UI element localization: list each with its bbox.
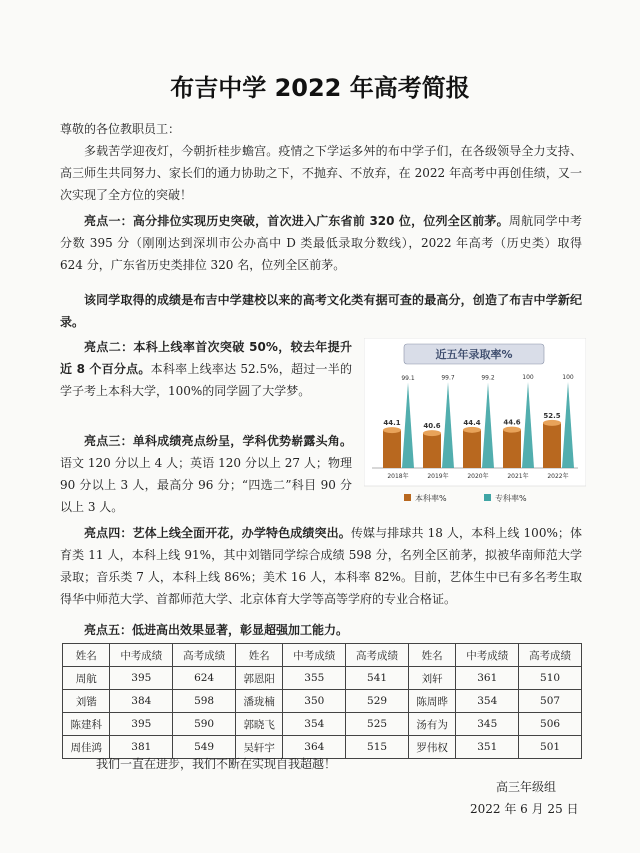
college-rate-label: 99.7: [441, 374, 455, 382]
zhongkao-score-cell: 351: [456, 736, 519, 759]
gaokao-score-cell: 515: [346, 736, 409, 759]
zhongkao-score-cell: 354: [456, 690, 519, 713]
student-name-cell: 罗伟权: [408, 736, 455, 759]
undergrad-rate-label: 44.6: [503, 418, 521, 427]
zhongkao-score-cell: 395: [110, 667, 173, 690]
highlight-5-title: 亮点五：低进高出效果显著，彰显超强加工能力。: [84, 623, 349, 637]
page-title: 布吉中学 2022 年高考简报: [170, 74, 470, 102]
table-header-cell: 高考成绩: [519, 644, 582, 667]
gaokao-score-cell: 510: [519, 667, 582, 690]
highlight-2-body: 本科率上线率达 52.5%，超过一半的学子考上本科大学，100%的同学圆了大学梦。: [60, 362, 352, 398]
undergrad-rate-bar: [543, 423, 561, 468]
table-header-cell: 中考成绩: [110, 644, 173, 667]
undergrad-rate-bar: [423, 433, 441, 468]
gaokao-score-cell: 549: [173, 736, 236, 759]
zhongkao-score-cell: 355: [283, 667, 346, 690]
signature: 高三年级组: [496, 780, 557, 794]
zhongkao-score-cell: 381: [110, 736, 173, 759]
student-name-cell: 陈周晔: [408, 690, 455, 713]
undergrad-rate-bar: [383, 430, 401, 468]
table-header-cell: 姓名: [63, 644, 110, 667]
highlight-4-body: 传媒与排球共 18 人，本科上线 100%；体育类 11 人，本科上线 91%，其中刘锴同学综合成绩 598 分，名列全区前茅，拟被华南师范大学录取；音乐类 7 人，本科上线 86%；美术 16 人，本科率 82%。目前，艺体生中已有多名考生取得华中师范大学、首都师范大学、北京体育大学等高等学府的专业合格证。: [60, 526, 582, 606]
highlight-4-title: 亮点四：艺体上线全面开花，办学特色成绩突出。: [84, 526, 351, 540]
undergrad-rate-label: 40.6: [423, 422, 441, 431]
highlight-1-body: 周航同学中考分数 395 分（刚刚达到深圳市公办高中 D 类最低录取分数线），2022 年高考（历史类）取得 624 分，广东省历史类排位 320 名，位列全区前茅。: [60, 214, 582, 272]
student-name-cell: 刘轩: [408, 667, 455, 690]
gaokao-score-cell: 590: [173, 713, 236, 736]
x-tick-label: 2021年: [507, 473, 529, 480]
gaokao-score-cell: 501: [519, 736, 582, 759]
undergrad-bar-top: [423, 430, 441, 436]
greeting: 尊敬的各位教职员工：: [60, 122, 181, 136]
undergrad-rate-bar: [463, 430, 481, 468]
table-row: [63, 667, 582, 690]
table-header-row: [63, 644, 582, 667]
zhongkao-score-cell: 395: [110, 713, 173, 736]
highlight-3-title: 亮点三：单科成绩亮点纷呈，学科优势崭露头角。: [84, 434, 352, 448]
gaokao-score-cell: 507: [519, 690, 582, 713]
undergrad-bar-top: [383, 427, 401, 433]
highlight-3: [60, 430, 352, 518]
undergrad-rate-label: 44.1: [383, 419, 401, 428]
student-name-cell: 吴轩宇: [235, 736, 282, 759]
table-header-cell: 中考成绩: [456, 644, 519, 667]
zhongkao-score-cell: 354: [283, 713, 346, 736]
x-tick-label: 2018年: [387, 473, 409, 480]
student-name-cell: 郭恩阳: [235, 667, 282, 690]
gaokao-score-cell: 598: [173, 690, 236, 713]
student-name-cell: 汤有为: [408, 713, 455, 736]
student-name-cell: 郭晓飞: [235, 713, 282, 736]
x-tick-label: 2019年: [427, 473, 449, 480]
closing-line: 我们一直在进步，我们不断在实现自我超越！: [96, 757, 337, 771]
gaokao-score-cell: 529: [346, 690, 409, 713]
college-rate-label: 100: [562, 374, 574, 381]
student-name-cell: 周佳鸿: [63, 736, 110, 759]
highlight-2: [60, 336, 352, 402]
gaokao-score-cell: 624: [173, 667, 236, 690]
college-rate-label: 100: [522, 374, 534, 381]
legend-swatch: [484, 494, 491, 501]
gaokao-score-cell: 541: [346, 667, 409, 690]
undergrad-bar-top: [543, 420, 561, 426]
table-header-cell: 高考成绩: [173, 644, 236, 667]
table-row: [63, 690, 582, 713]
chart-title: 近五年录取率%: [435, 348, 513, 361]
admission-rate-chart: [364, 338, 586, 508]
student-name-cell: 陈建科: [63, 713, 110, 736]
legend-label: 专科率%: [495, 494, 527, 503]
zhongkao-score-cell: 350: [283, 690, 346, 713]
record-note: 该同学取得的成绩是布吉中学建校以来的高考文化类有据可查的最高分，创造了布吉中学新纪录。: [60, 293, 582, 329]
highlight-1: [60, 210, 582, 276]
table-row: [63, 713, 582, 736]
undergrad-rate-label: 44.4: [463, 418, 481, 427]
intro-text: 多载苦学迎夜灯，今朝折桂步蟾宫。疫情之下学运多舛的布中学子们，在各级领导全力支持、高三师生共同努力、家长们的通力协助之下，不抛弃、不放弃，在 2022 年高考中再创佳绩，又一次实现了全方位的突破！: [60, 144, 582, 202]
college-rate-label: 99.1: [401, 374, 415, 382]
report-date: 2022 年 6 月 25 日: [470, 802, 579, 816]
highlight-1-title: 亮点一：高分排位实现历史突破，首次进入广东省前 320 位，位列全区前茅。: [84, 214, 509, 228]
undergrad-bar-top: [503, 427, 521, 433]
undergrad-bar-top: [463, 427, 481, 433]
gaokao-score-cell: 525: [346, 713, 409, 736]
legend-label: 本科率%: [415, 494, 447, 503]
zhongkao-score-cell: 384: [110, 690, 173, 713]
score-table: [62, 643, 582, 759]
zhongkao-score-cell: 361: [456, 667, 519, 690]
intro-paragraph: [60, 140, 582, 206]
x-tick-label: 2022年: [547, 473, 569, 480]
highlight-4: [60, 522, 582, 610]
student-name-cell: 刘锴: [63, 690, 110, 713]
undergrad-rate-label: 52.5: [543, 411, 561, 420]
gaokao-score-cell: 506: [519, 713, 582, 736]
table-header-cell: 姓名: [408, 644, 455, 667]
table-header-cell: 高考成绩: [346, 644, 409, 667]
zhongkao-score-cell: 364: [283, 736, 346, 759]
highlight-3-body: 语文 120 分以上 4 人；英语 120 分以上 27 人；物理 90 分以上 3 人，最高分 96 分；“四选二”科目 90 分以上 3 人。: [60, 456, 352, 514]
student-name-cell: 潘珑楠: [235, 690, 282, 713]
undergrad-rate-bar: [503, 430, 521, 468]
zhongkao-score-cell: 345: [456, 713, 519, 736]
student-name-cell: 周航: [63, 667, 110, 690]
table-header-cell: 中考成绩: [283, 644, 346, 667]
highlight-2-title: 亮点二：本科上线率首次突破 50%，较去年提升近 8 个百分点。: [60, 340, 352, 376]
table-header-cell: 姓名: [235, 644, 282, 667]
legend-swatch: [404, 494, 411, 501]
college-rate-label: 99.2: [481, 374, 495, 382]
x-tick-label: 2020年: [467, 473, 489, 480]
